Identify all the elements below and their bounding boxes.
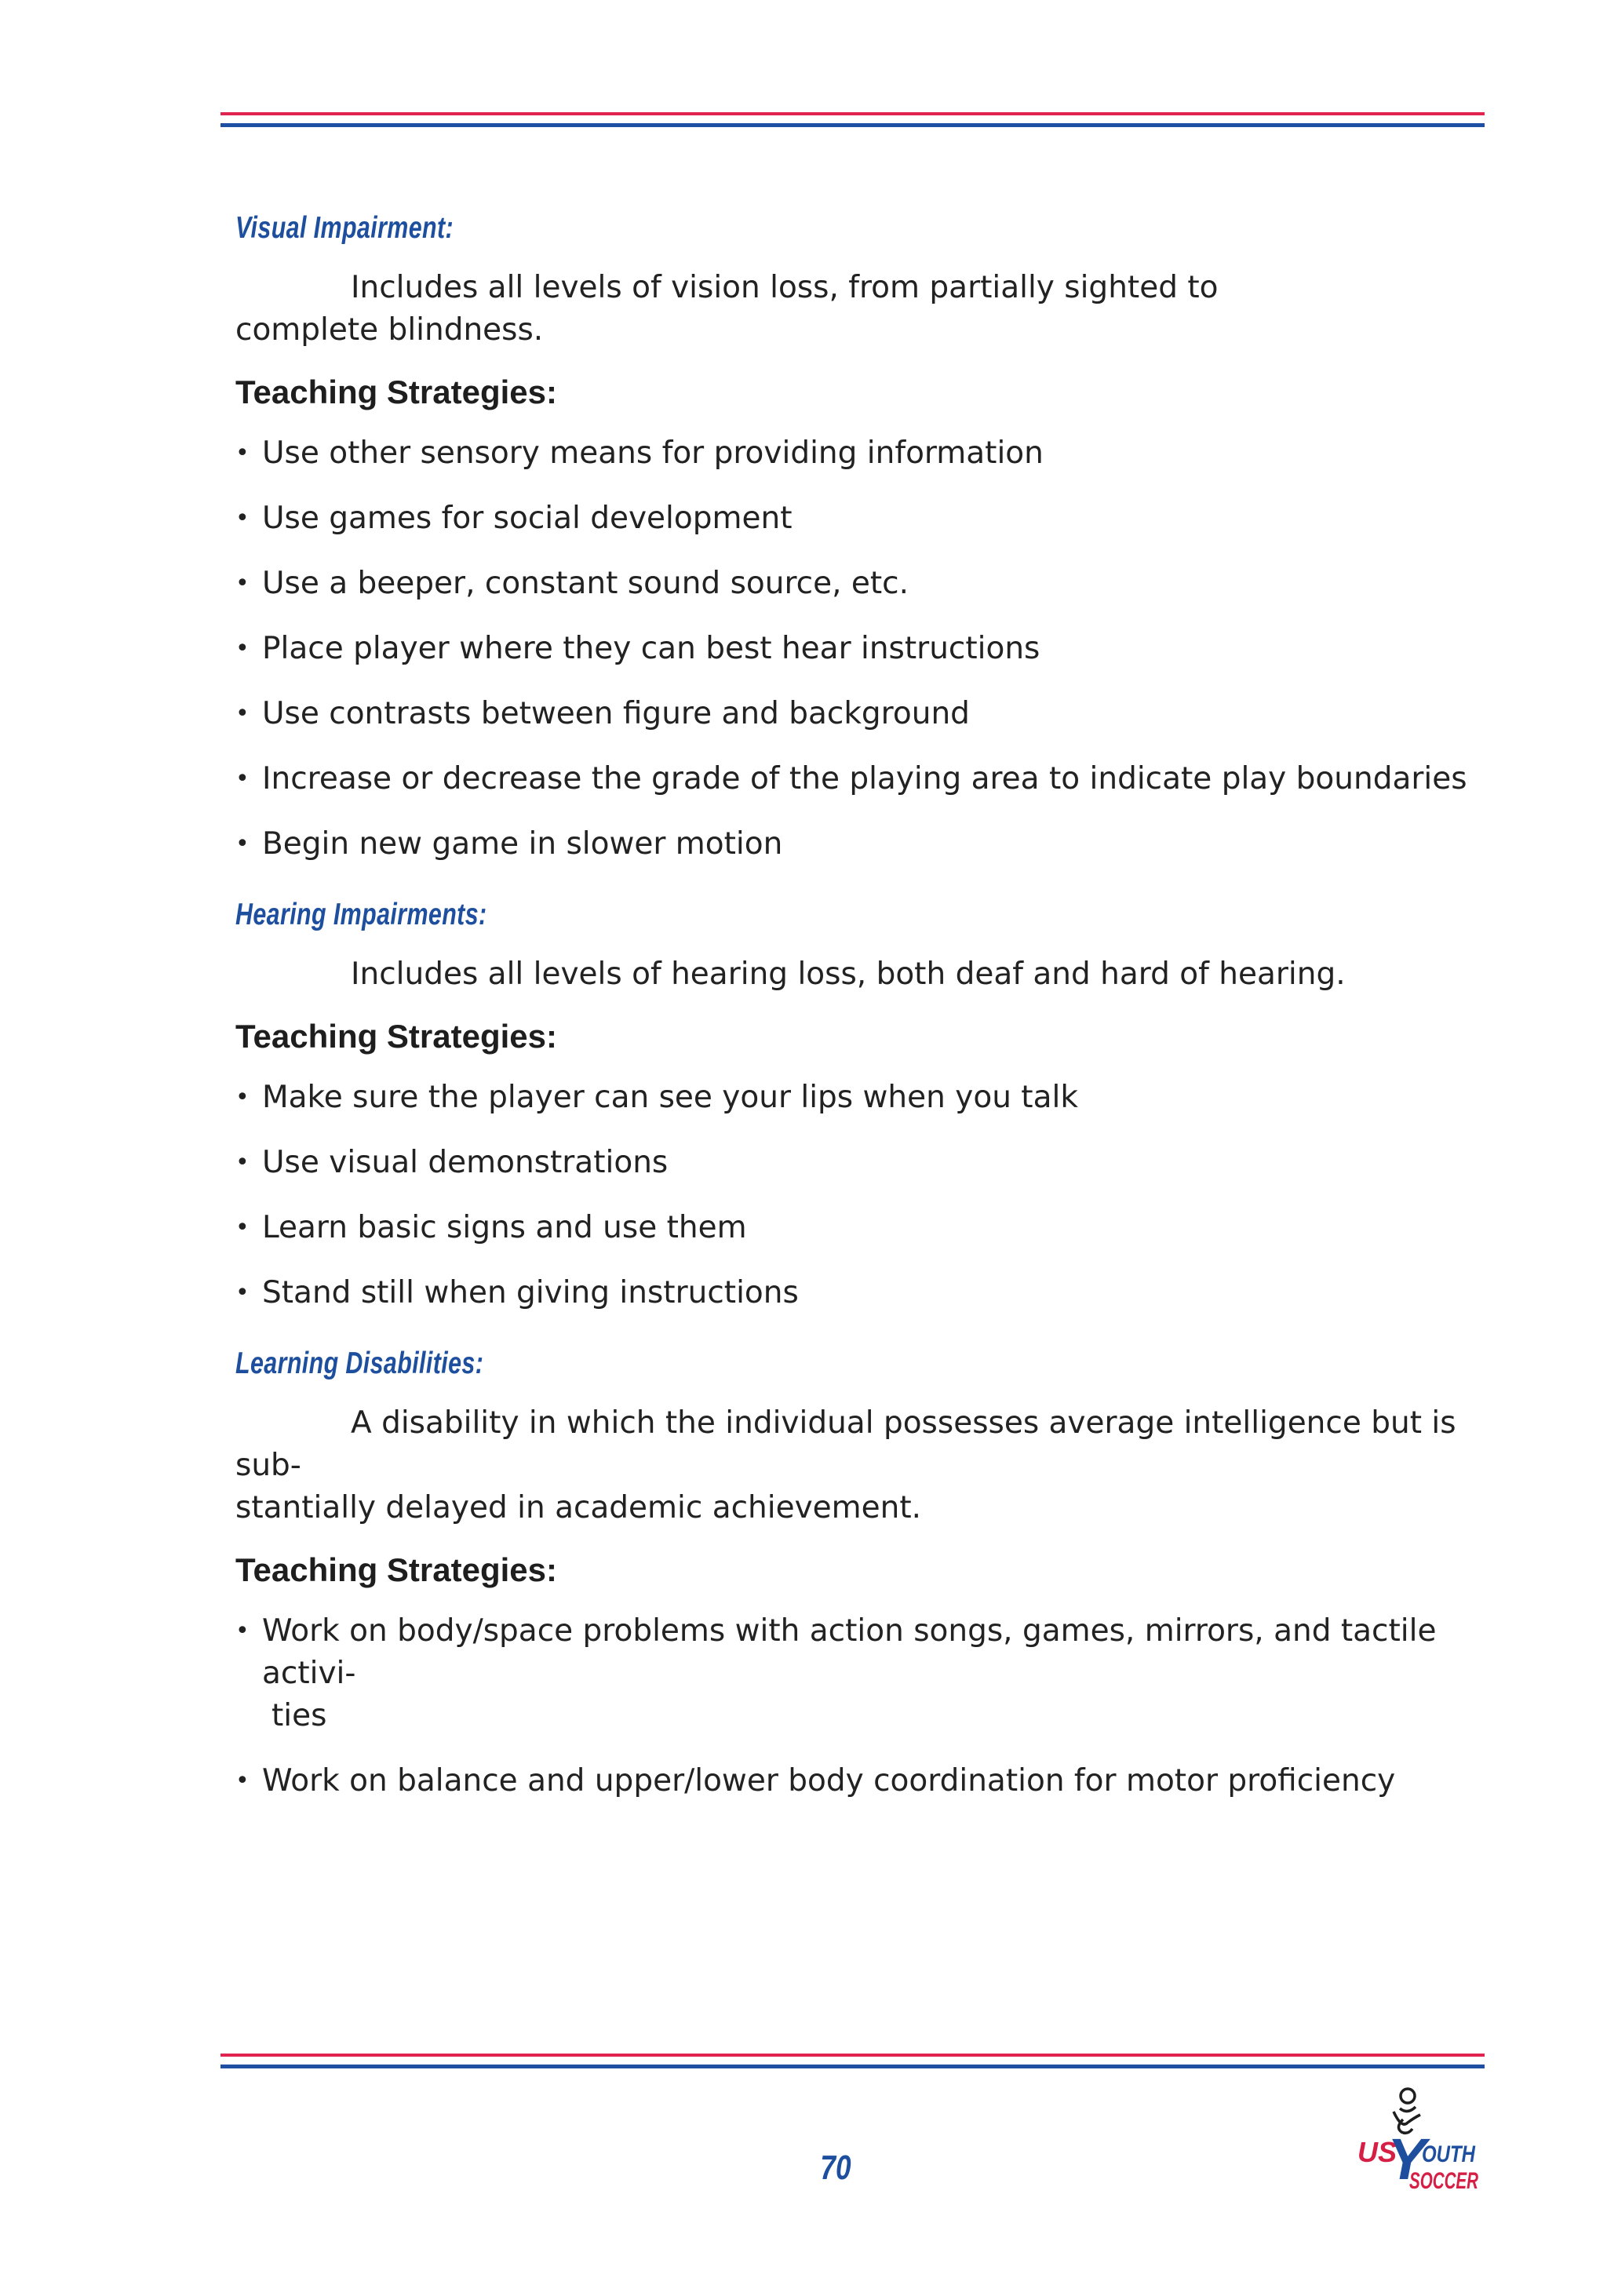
section-title: Visual Impairment:: [235, 211, 454, 245]
strategies-heading: Teaching Strategies:: [235, 1018, 557, 1055]
list-item: • Work on body/space problems with action songs, games, mirrors, and tactile activi- ties: [235, 1610, 1483, 1737]
list-item: • Make sure the player can see your lips when you talk: [235, 1077, 1483, 1119]
list-item-continuation: ties: [271, 1698, 327, 1733]
bullet-icon: •: [235, 1767, 250, 1795]
list-item: • Increase or decrease the grade of the playing area to indicate play boundaries: [235, 758, 1483, 800]
bullet-icon: •: [235, 1279, 250, 1307]
section-visual-impairment: [235, 209, 1483, 866]
strategies-list: [235, 1610, 1483, 1802]
section-description: [235, 267, 1483, 352]
us-youth-soccer-logo: [1356, 2083, 1489, 2201]
description-line: A disability in which the individual possesses average intelligence but is sub-: [235, 1405, 1456, 1483]
list-item: • Work on balance and upper/lower body coordination for motor proficiency: [235, 1760, 1483, 1802]
strategies-list: [235, 432, 1483, 866]
bullet-icon: •: [235, 1617, 250, 1645]
list-item: • Use visual demonstrations: [235, 1142, 1483, 1184]
bullet-icon: •: [235, 700, 250, 727]
list-item: • Use other sensory means for providing information: [235, 432, 1483, 475]
strategies-list: [235, 1077, 1483, 1314]
strategies-heading: Teaching Strategies:: [235, 374, 557, 410]
header-rule: [220, 112, 1485, 127]
footer-rule: [220, 2054, 1485, 2068]
page-content: [235, 209, 1483, 1802]
logo-soccer-text: SOCCER: [1409, 2168, 1479, 2194]
bullet-icon: •: [235, 830, 250, 858]
page-number: 70: [820, 2148, 851, 2187]
section-description: [235, 953, 1483, 996]
footer-rule-blue: [220, 2065, 1485, 2068]
list-item: • Begin new game in slower motion: [235, 823, 1483, 866]
list-item: • Place player where they can best hear instructions: [235, 628, 1483, 670]
logo-us-text: US: [1357, 2136, 1397, 2168]
bullet-icon: •: [235, 1084, 250, 1111]
bullet-icon: •: [235, 1214, 250, 1241]
description-line: stantially delayed in academic achievement.: [235, 1490, 922, 1525]
bullet-icon: •: [235, 1149, 250, 1176]
logo-y-text: Y: [1387, 2127, 1427, 2192]
section-title: Hearing Impairments:: [235, 898, 487, 931]
bullet-icon: •: [235, 505, 250, 532]
bullet-icon: •: [235, 439, 250, 467]
list-item: • Use contrasts between figure and background: [235, 693, 1483, 735]
section-hearing-impairments: [235, 895, 1483, 1314]
list-item: • Learn basic signs and use them: [235, 1207, 1483, 1249]
strategies-heading: Teaching Strategies:: [235, 1551, 557, 1588]
section-description: [235, 1402, 1483, 1529]
section-learning-disabilities: [235, 1344, 1483, 1802]
header-rule-blue: [220, 123, 1485, 127]
bullet-icon: •: [235, 635, 250, 662]
logo-youth-text: OUTH: [1422, 2141, 1477, 2167]
bullet-icon: •: [235, 765, 250, 793]
list-item: • Stand still when giving instructions: [235, 1272, 1483, 1314]
description-line: Includes all levels of vision loss, from partially sighted to: [351, 270, 1219, 305]
bullet-icon: •: [235, 570, 250, 597]
description-line: complete blindness.: [235, 312, 544, 348]
list-item: • Use a beeper, constant sound source, etc.: [235, 563, 1483, 605]
list-item: • Use games for social development: [235, 497, 1483, 540]
logo-icon: [1356, 2083, 1489, 2201]
section-title: Learning Disabilities:: [235, 1347, 484, 1380]
description-line: Includes all levels of hearing loss, both deaf and hard of hearing.: [351, 957, 1346, 992]
